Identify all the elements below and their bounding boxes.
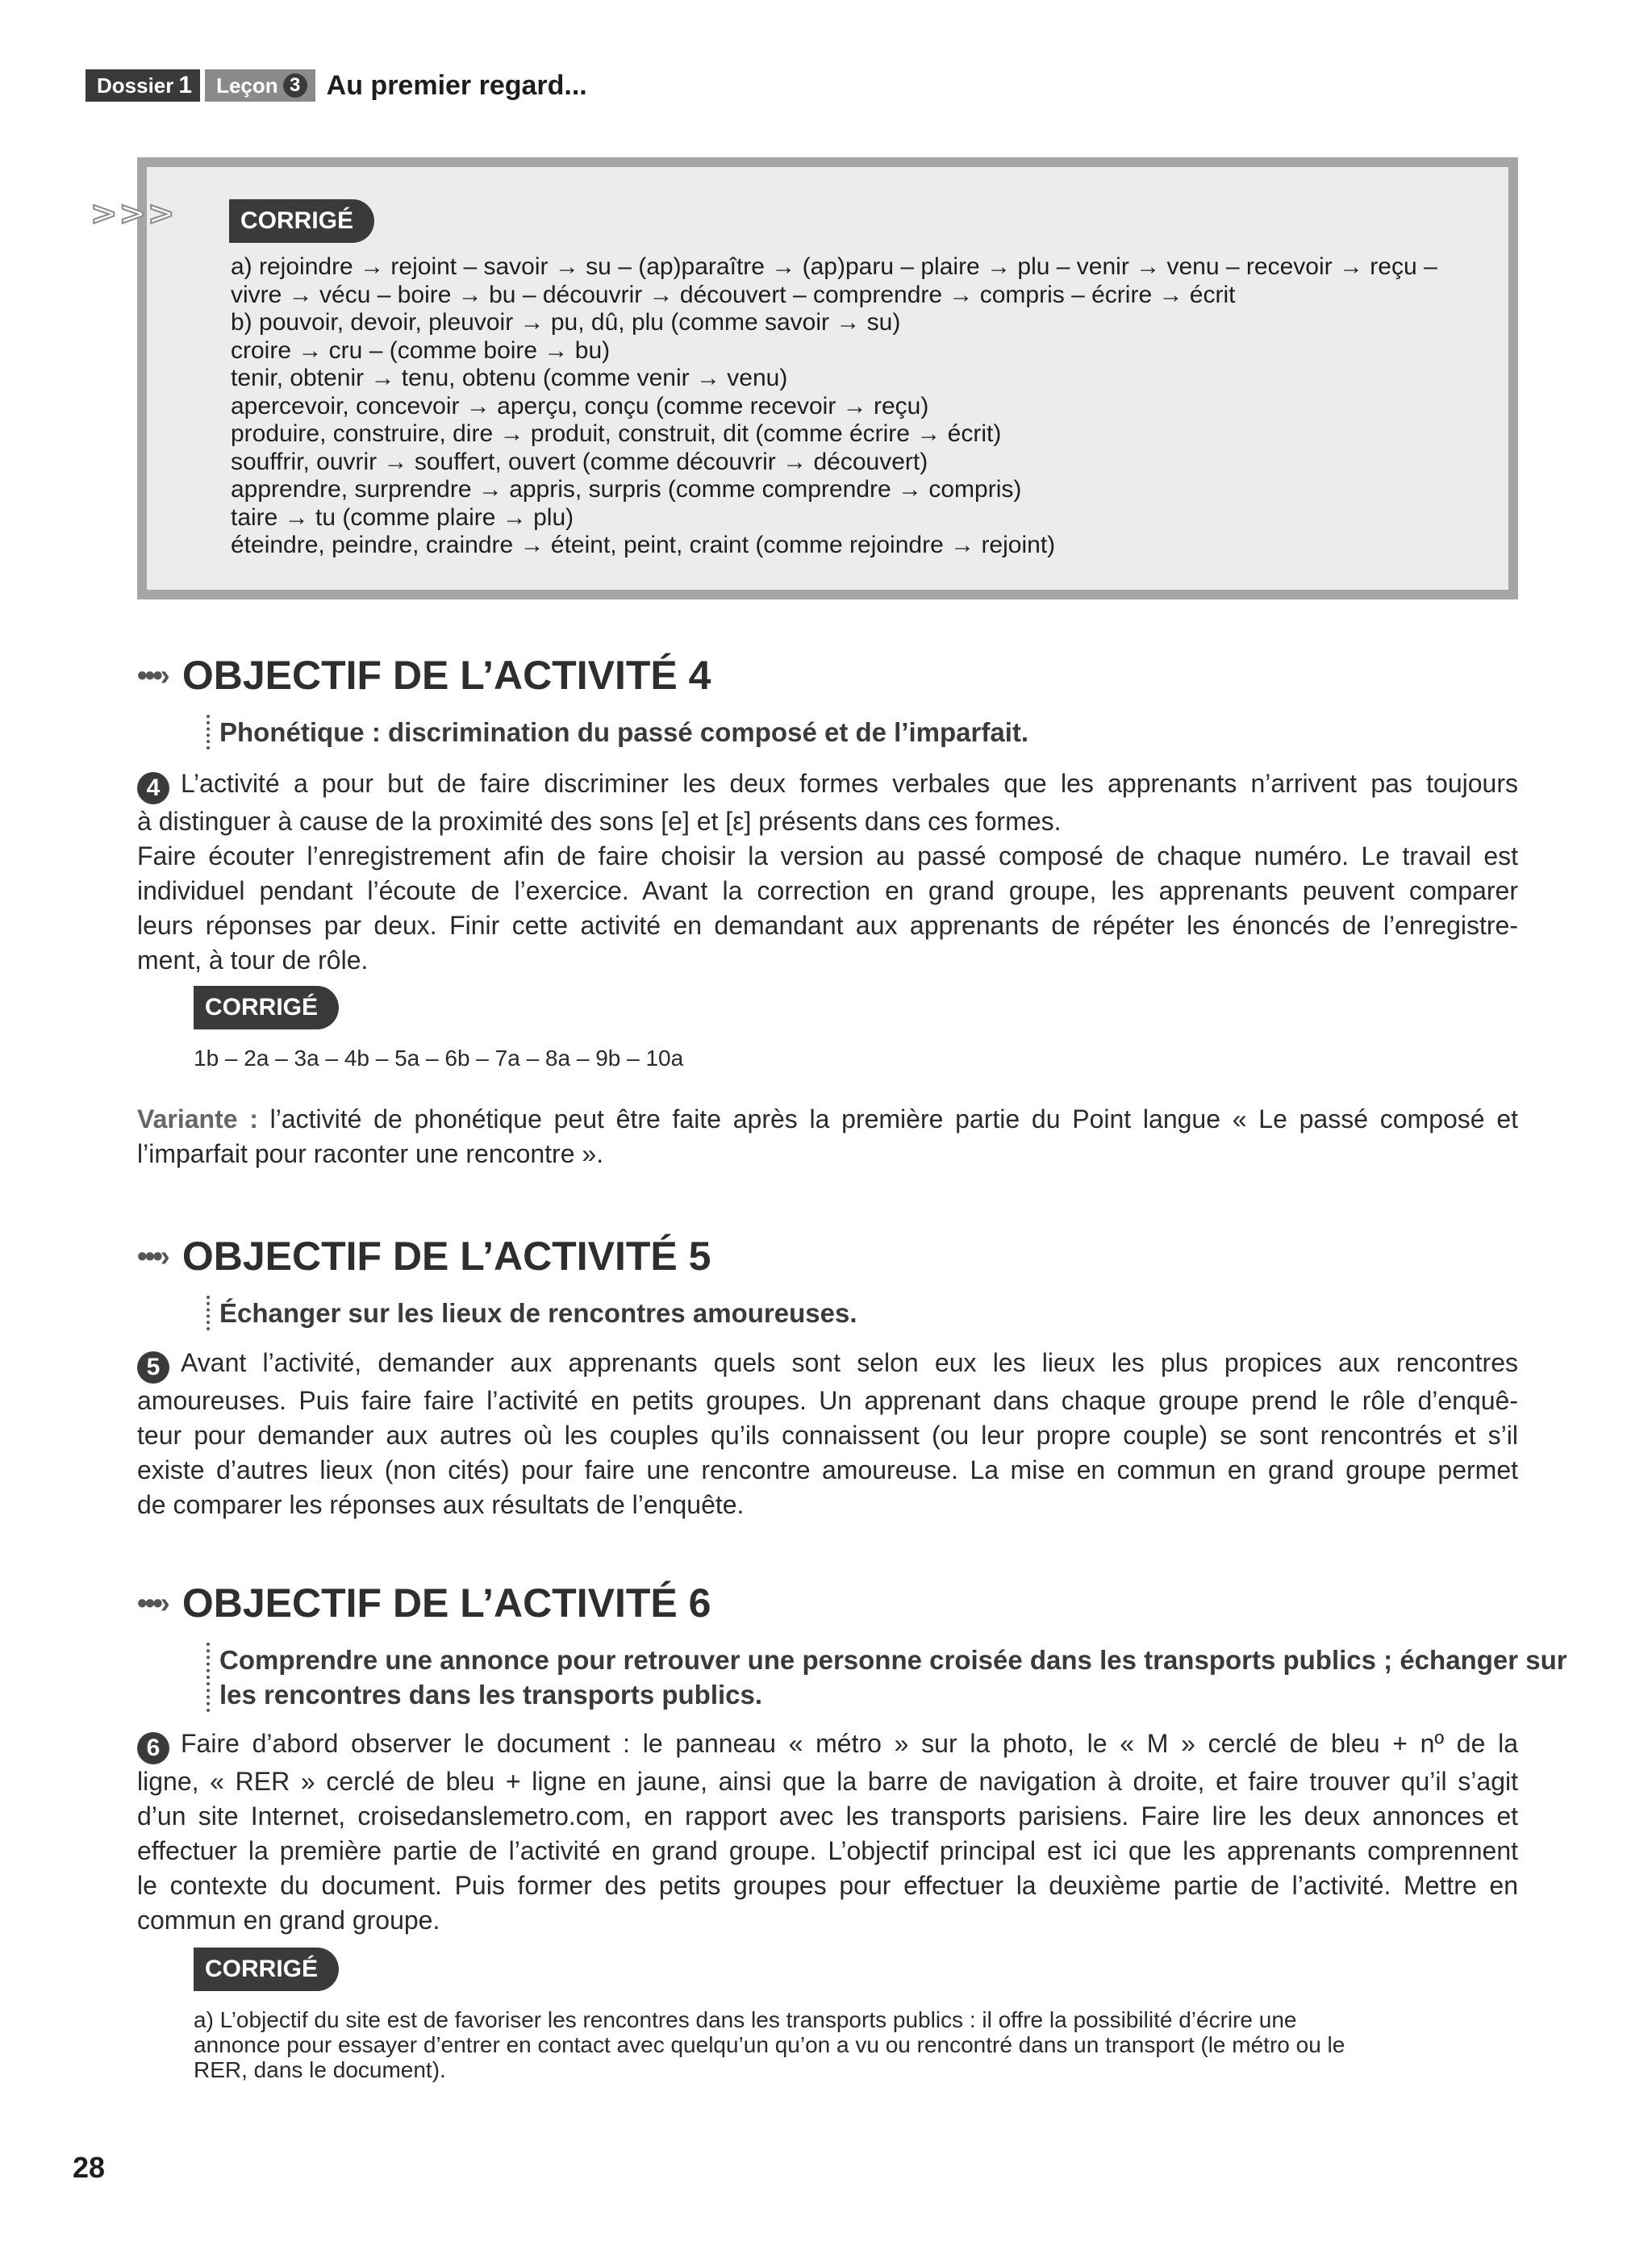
para-line: à distinguer à cause de la proximité des sons [e] et [ε] présents dans ces formes.	[137, 806, 1062, 836]
dossier-label: Dossier	[97, 73, 174, 98]
subtitle-line: Comprendre une annonce pour retrouver une personne croisée dans les transports publics ; échanger sur	[219, 1645, 1567, 1675]
para-line: de comparer les réponses aux résultats de l’enquête.	[137, 1489, 745, 1519]
para-line: ligne, « RER » cerclé de bleu + ligne en jaune, ainsi que la barre de navigation à droite, et faire trouver qu’il s’agit	[137, 1766, 1518, 1796]
corrige-label: CORRIGÉ	[229, 199, 374, 243]
activity4-paragraph	[137, 766, 1518, 978]
dossier-tab	[86, 69, 200, 102]
activity4-subtitle: Phonétique : discrimination du passé composé et de l’imparfait.	[206, 715, 1028, 749]
para-line: existe d’autres lieux (non cités) pour faire une rencontre amoureuse. La mise en commun en grand groupe permet	[137, 1455, 1518, 1484]
page-title: Au premier regard...	[326, 69, 587, 101]
box-line: apprendre, surprendre → appris, surpris (comme comprendre → compris)	[231, 476, 1022, 503]
para-line: Faire écouter l’enregistrement afin de faire choisir la version au passé composé de chaque numéro. Le travail est	[137, 841, 1518, 870]
para-line: L’activité a pour but de faire discriminer les deux formes verbales que les apprenants n’arrivent pas toujours	[181, 769, 1518, 798]
header-bar	[86, 69, 587, 102]
activity6-title-row	[137, 1580, 711, 1626]
activity5-paragraph	[137, 1346, 1518, 1522]
subtitle-line: les rencontres dans les transports publics.	[219, 1680, 763, 1710]
variante-line: l’imparfait pour raconter une rencontre ».	[137, 1139, 604, 1168]
corrige-line: annonce pour essayer d’entrer en contact avec quelqu’un qu’on a vu ou rencontré dans un transport (le métro ou le	[194, 2032, 1345, 2057]
corrige-line: RER, dans le document).	[194, 2057, 446, 2082]
para-line: amoureuses. Puis faire faire l’activité en petits groupes. Un apprenant dans chaque groupe prend le rôle d’enquê-	[137, 1385, 1518, 1415]
para-line: d’un site Internet, croisedanslemetro.com, en rapport avec les transports parisiens. Faire lire les deux annonces et	[137, 1801, 1518, 1831]
box-line: éteindre, peindre, craindre → éteint, peint, craint (comme rejoindre → rejoint)	[231, 532, 1056, 558]
para-line: ment, à tour de rôle.	[137, 945, 369, 975]
box-line: produire, construire, dire → produit, construit, dit (comme écrire → écrit)	[231, 420, 1002, 447]
para-line: leurs réponses par deux. Finir cette activité en demandant aux apprenants de répéter les énoncés de l’enregistre-	[137, 910, 1518, 940]
para-line: individuel pendant l’écoute de l’exercice. Avant la correction en grand groupe, les apprenants peuvent comparer	[137, 875, 1518, 905]
box-line: souffrir, ouvrir → souffert, ouvert (comme découvrir → découvert)	[231, 448, 928, 475]
dotted-arrow-icon: •••›	[137, 658, 168, 691]
arrows-icon: >>>	[90, 195, 177, 232]
activity5-subtitle: Échanger sur les lieux de rencontres amoureuses.	[206, 1296, 857, 1330]
para-line: le contexte du document. Puis former des petits groupes pour effectuer la deuxième partie de l’activité. Mettre en	[137, 1870, 1518, 1900]
box-line: apercevoir, concevoir → aperçu, conçu (comme recevoir → reçu)	[231, 392, 929, 420]
page-number: 28	[73, 2151, 106, 2184]
para-line: teur pour demander aux autres où les couples qu’ils connaissent (ou leur propre couple) se sont rencontrés et s’il	[137, 1420, 1518, 1450]
activity4-variante	[137, 1102, 1518, 1171]
box-line: a) rejoindre → rejoint – savoir → su – (ap)paraître → (ap)paru – plaire → plu – venir → venu – recevoir → reçu –	[231, 253, 1437, 280]
box-line: tenir, obtenir → tenu, obtenu (comme venir → venu)	[231, 365, 788, 391]
box-line: croire → cru – (comme boire → bu)	[231, 336, 611, 364]
para-line: Faire d’abord observer le document : le panneau « métro » sur la photo, le « M » cerclé de bleu + nº de la	[181, 1729, 1518, 1758]
activity5-title-row	[137, 1233, 711, 1280]
activity4-number-badge: 4	[137, 772, 169, 804]
activity4-title: OBJECTIF DE L’ACTIVITÉ 4	[181, 653, 711, 698]
box-line: taire → tu (comme plaire → plu)	[231, 503, 574, 531]
corrige-box-lines	[231, 253, 1489, 560]
para-line: effectuer la première partie de l’activité en grand groupe. L’objectif principal est ici que les apprenants comprennent	[137, 1835, 1518, 1865]
box-line: b) pouvoir, devoir, pleuvoir → pu, dû, plu (comme savoir → su)	[231, 309, 901, 336]
activity4-title-row	[137, 652, 711, 699]
activity5-title: OBJECTIF DE L’ACTIVITÉ 5	[181, 1234, 711, 1279]
activity6-paragraph	[137, 1726, 1518, 1938]
lecon-tab	[205, 69, 315, 102]
lecon-number: 3	[283, 73, 307, 98]
corrige-line: a) L’objectif du site est de favoriser les rencontres dans les transports publics : il offre la possibilité d’écrire une	[194, 2007, 1297, 2032]
box-line: vivre → vécu – boire → bu – découvrir → découvert – comprendre → compris – écrire → écrit	[231, 281, 1236, 308]
variante-line: l’activité de phonétique peut être faite après la première partie du Point langue « Le passé composé et	[269, 1104, 1519, 1134]
activity4-corrige-label: CORRIGÉ	[194, 986, 339, 1029]
dotted-arrow-icon: •••›	[137, 1586, 168, 1619]
activity6-corrige-text	[194, 2007, 1500, 2082]
activity6-subtitle	[206, 1643, 1567, 1712]
activity5-number-badge: 5	[137, 1351, 169, 1384]
para-line: commun en grand groupe.	[137, 1905, 440, 1935]
variante-label: Variante :	[137, 1104, 258, 1134]
activity6-number-badge: 6	[137, 1732, 169, 1764]
lecon-label: Leçon	[216, 73, 278, 98]
dotted-arrow-icon: •••›	[137, 1239, 168, 1272]
para-line: Avant l’activité, demander aux apprenants quels sont selon eux les lieux les plus propices aux rencontres	[181, 1348, 1518, 1377]
activity6-title: OBJECTIF DE L’ACTIVITÉ 6	[181, 1580, 711, 1626]
activity4-corrige-text: 1b – 2a – 3a – 4b – 5a – 6b – 7a – 8a – 9b – 10a	[194, 1046, 684, 1071]
dossier-number: 1	[178, 72, 193, 98]
activity6-corrige-label: CORRIGÉ	[194, 1948, 339, 1991]
